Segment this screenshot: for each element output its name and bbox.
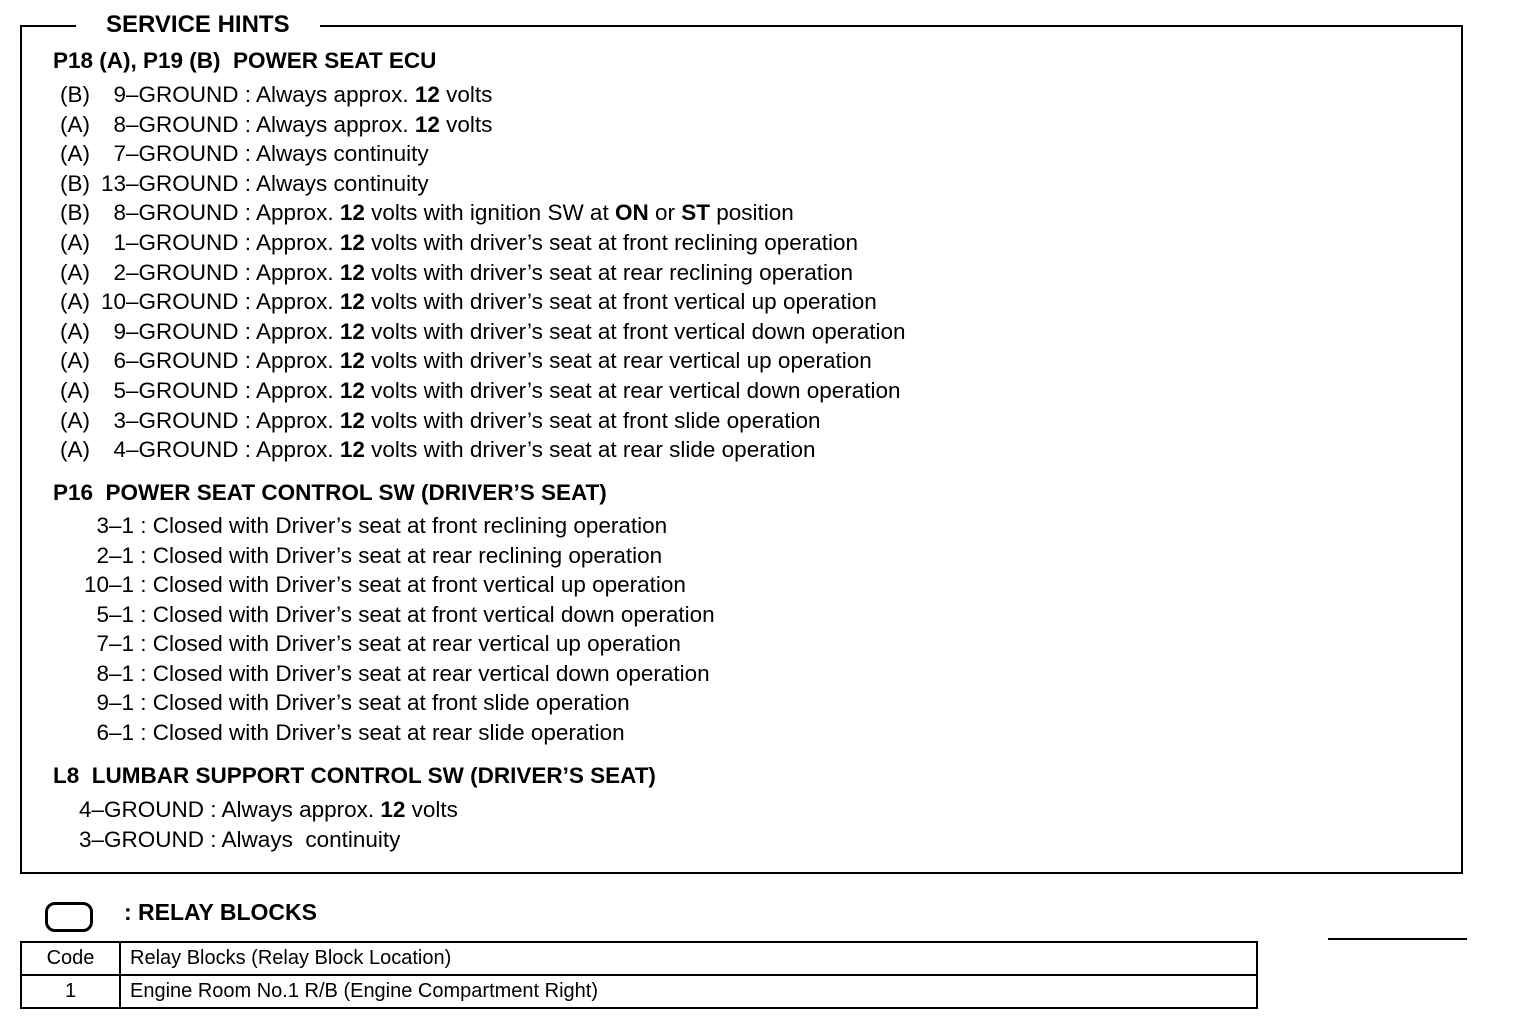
switch-row-pins: 9–1 [96,690,134,715]
ecu-row-ground: –GROUND : [126,378,257,403]
ecu-row-desc: Approx. [256,348,340,374]
table-cell-relay-block: Engine Room No.1 R/B (Engine Compartment Right) [120,975,1257,1008]
ecu-row-pin: 13 [100,170,126,196]
ecu-row-value: 12 [339,230,365,255]
divider [1328,938,1467,940]
ecu-row-desc: Approx. [256,259,340,285]
lumbar-row-pins: 3–GROUND [79,827,205,852]
lumbar-row-unit: volts [405,797,458,822]
ecu-row-connector: (A) [60,289,90,315]
ecu-row-value: 12 [414,111,440,137]
switch-row-desc: Closed with Driver’s seat at front slide operation [152,690,630,715]
ecu-row [60,435,816,465]
ecu-row-pin: 9 [113,318,126,344]
ecu-row-ground: –GROUND : [126,259,257,285]
ecu-row-detail: volts with driver’s seat at front slide operation [364,407,821,433]
switch-row [78,659,710,689]
ecu-row-connector: (B) [60,170,90,196]
ecu-row-ground: –GROUND : [126,170,257,196]
ecu-row-desc: Approx. [256,230,340,255]
ecu-row-ground: –GROUND : [126,318,257,344]
ecu-row [60,110,492,140]
ecu-row-ground: –GROUND : [126,230,257,255]
switch-row-pins: 8–1 [96,660,134,686]
ecu-row [60,198,794,228]
ecu-heading: P18 (A), P19 (B) POWER SEAT ECU [53,48,437,73]
ecu-row-detail: volts with ignition SW at [364,200,615,226]
switch-row-pins: 7–1 [96,631,134,656]
ecu-row [60,287,877,317]
lumbar-row-desc: Always continuity [221,827,401,852]
lumbar-row-value: 12 [380,797,406,822]
table-cell-code: 1 [21,975,120,1008]
ecu-row-pin: 2 [113,259,126,285]
ecu-row-desc: Approx. [256,378,340,403]
ecu-row-pin: 7 [113,141,126,167]
ecu-row-pin: 5 [113,378,126,403]
ecu-row-pin: 1 [113,230,126,255]
ecu-row [60,376,901,406]
lumbar-row-separator: : [204,797,222,822]
ecu-row-connector: (B) [60,200,90,226]
lumbar-row [79,795,458,825]
ecu-row-desc: Approx. [256,407,340,433]
ecu-row-connector: (A) [60,318,90,344]
ecu-row-detail: volts [439,111,493,137]
switch-row [78,570,686,600]
lumbar-row-desc: Always approx. [221,797,381,822]
ecu-row-detail: volts with driver’s seat at front vertical down operation [364,318,906,344]
ecu-row-value: 12 [339,437,365,463]
ecu-row-pin: 6 [113,348,126,374]
ecu-row-detail: volts with driver’s seat at rear vertical down operation [364,378,901,403]
switch-row-pins: 2–1 [96,542,134,568]
ecu-row-detail: volts with driver’s seat at rear vertical up operation [364,348,872,374]
ecu-row [60,80,492,110]
ecu-row-detail: volts with driver’s seat at rear slide operation [364,437,816,463]
ecu-row-end: position [709,200,794,226]
switch-row-separator: : [134,542,153,568]
switch-row-separator: : [134,690,153,715]
switch-row-separator: : [134,631,153,656]
switch-row [78,600,715,630]
ecu-row-pin: 8 [113,200,126,226]
switch-row-desc: Closed with Driver’s seat at front reclining operation [152,513,668,538]
lumbar-row [79,825,400,855]
ecu-row-desc: Always approx. [256,82,415,107]
ecu-row-detail: volts with driver’s seat at rear reclining operation [364,259,854,285]
ecu-row-desc: Always continuity [256,141,429,167]
ecu-row [60,139,429,169]
ecu-row-connector: (A) [60,111,90,137]
switch-row-desc: Closed with Driver’s seat at front vertical up operation [152,572,686,597]
ecu-row-connector: (A) [60,348,90,374]
relay-block-symbol-icon [45,902,93,932]
ecu-row [60,258,853,288]
lumbar-heading: L8 LUMBAR SUPPORT CONTROL SW (DRIVER’S SEAT) [53,763,656,788]
table-header-relay-blocks: Relay Blocks (Relay Block Location) [120,942,1257,975]
ecu-row-desc: Approx. [256,289,340,315]
ecu-row-desc: Approx. [256,200,340,226]
lumbar-row-pins: 4–GROUND [79,797,205,822]
ecu-row-detail: volts with driver’s seat at front reclining operation [364,230,859,255]
ecu-row-on: ON [614,200,649,226]
switch-row [78,541,662,571]
ecu-row-value: 12 [414,82,440,107]
switch-row-desc: Closed with Driver’s seat at rear reclining operation [152,542,663,568]
table-row [21,975,1257,1008]
ecu-row-value: 12 [339,348,365,374]
ecu-row-ground: –GROUND : [126,437,257,463]
ecu-row-connector: (A) [60,378,90,403]
switch-row [78,688,630,718]
ecu-row-ground: –GROUND : [126,407,257,433]
switch-row [78,718,625,748]
table-header-code: Code [21,942,120,975]
ecu-row-connector: (A) [60,259,90,285]
ecu-row-connector: (A) [60,230,90,255]
switch-row-separator: : [134,513,153,538]
ecu-row-value: 12 [339,289,365,315]
switch-row [78,629,681,659]
ecu-row-pin: 10 [100,289,126,315]
ecu-row-connector: (A) [60,437,90,463]
ecu-row-desc: Always approx. [256,111,415,137]
ecu-row-pin: 8 [113,111,126,137]
switch-row-desc: Closed with Driver’s seat at front vertical down operation [152,601,715,627]
lumbar-row-separator: : [204,827,222,852]
switch-row-pins: 10–1 [83,572,134,597]
switch-row [78,511,667,541]
switch-row-separator: : [134,660,153,686]
relay-blocks-label: : RELAY BLOCKS [124,899,317,925]
ecu-row [60,346,872,376]
ecu-row-desc: Approx. [256,437,340,463]
ecu-row [60,317,906,347]
ecu-row-pin: 4 [113,437,126,463]
switch-row-desc: Closed with Driver’s seat at rear vertical down operation [152,660,710,686]
switch-heading: P16 POWER SEAT CONTROL SW (DRIVER’S SEAT) [53,480,607,505]
relay-blocks-table [20,941,1258,1009]
ecu-row-pin: 9 [113,82,126,107]
ecu-row-mid: or [648,200,682,226]
ecu-row-value: 12 [339,378,365,403]
ecu-row-connector: (B) [60,82,90,107]
ecu-row-value: 12 [339,200,365,226]
ecu-row-connector: (A) [60,141,90,167]
switch-row-pins: 5–1 [96,601,134,627]
ecu-row-value: 12 [339,407,365,433]
ecu-row-st: ST [681,200,710,226]
ecu-row-connector: (A) [60,407,90,433]
table-header-row [21,942,1257,975]
ecu-row-ground: –GROUND : [126,200,257,226]
ecu-row [60,169,429,199]
switch-row-pins: 6–1 [96,719,134,745]
ecu-row-value: 12 [339,318,365,344]
ecu-row [60,406,821,436]
switch-row-desc: Closed with Driver’s seat at rear vertical up operation [152,631,681,656]
ecu-row-desc: Always continuity [256,170,429,196]
ecu-row-detail: volts with driver’s seat at front vertical up operation [364,289,877,315]
switch-row-separator: : [134,719,153,745]
ecu-row-desc: Approx. [256,318,340,344]
switch-row-separator: : [134,601,153,627]
ecu-row-ground: –GROUND : [126,111,257,137]
ecu-row-pin: 3 [113,407,126,433]
ecu-row-ground: –GROUND : [126,289,257,315]
service-hints-title: SERVICE HINTS [76,10,320,40]
ecu-row-ground: –GROUND : [126,141,257,167]
switch-row-pins: 3–1 [96,513,134,538]
ecu-row-detail: volts [439,82,493,107]
switch-row-desc: Closed with Driver’s seat at rear slide operation [152,719,625,745]
ecu-row [60,228,858,258]
switch-row-separator: : [134,572,153,597]
ecu-row-ground: –GROUND : [126,82,257,107]
ecu-row-ground: –GROUND : [126,348,257,374]
ecu-row-value: 12 [339,259,365,285]
